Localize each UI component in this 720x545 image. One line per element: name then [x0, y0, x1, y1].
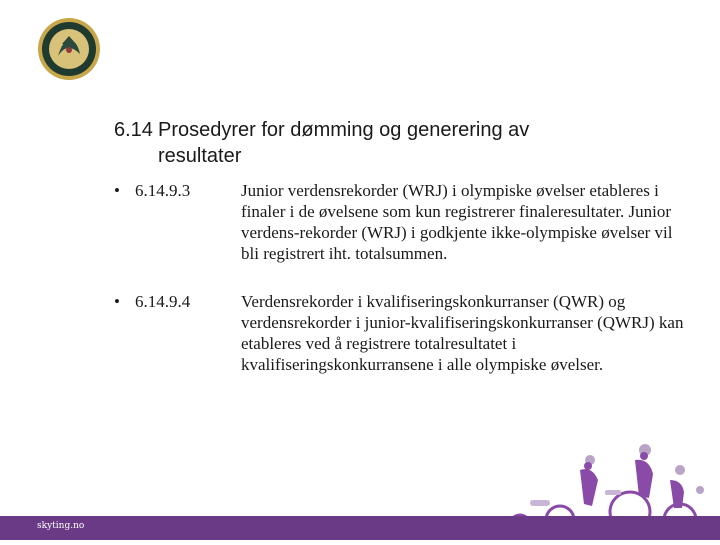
rule-code: 6.14.9.3: [135, 181, 191, 200]
title-line-1: Prosedyrer for dømming og generering av: [158, 119, 530, 141]
rule-code: 6.14.9.4: [135, 292, 191, 311]
federation-logo-icon: [36, 16, 102, 82]
footer-link[interactable]: skyting.no: [37, 521, 85, 531]
footer-bar: [0, 516, 720, 540]
bullet: •: [114, 181, 120, 200]
title-line-2: resultater: [158, 145, 242, 167]
rule-text: Verdensrekorder i kvalifiseringskonkurranser (QWR) og verdensrekorder i junior-kvalifiseringskonkurranser (QWRJ) kan etableres ved å registrere totalresultatet i kvalifiseringskonkurransene i alle olympiske øvelser.: [241, 292, 684, 374]
rule-text: Junior verdensrekorder (WRJ) i olympiske øvelser etableres i finaler i de øvelsene som kun registrerer finaleresultater. Junior verdens-rekorder (WRJ) i godkjente ikke-olympiske øvelser vil bli registrert iht. totalsummen.: [241, 181, 673, 263]
title-number: 6.14: [114, 119, 153, 141]
bullet: •: [114, 292, 120, 311]
slide-title: [114, 117, 674, 169]
